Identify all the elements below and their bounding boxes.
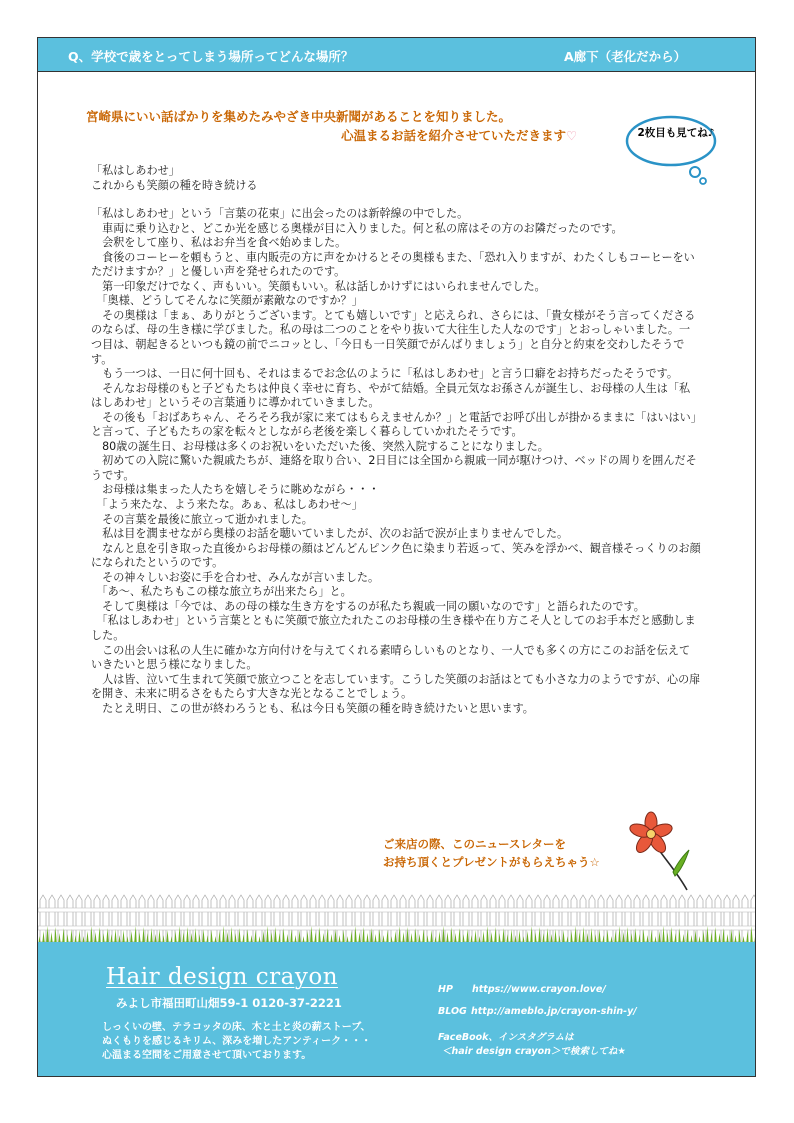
- article-paragraph: 私は目を潤ませながら奥様のお話を聴いていましたが、次のお話で涙が止まりませんでした。: [91, 527, 569, 541]
- homepage-link[interactable]: https://www.crayon.love/: [472, 984, 606, 995]
- cloud-text: 2枚目も見てね♪: [637, 127, 715, 139]
- article-paragraph: その神々しいお姿に手を合わせ、みんなが言いました。: [91, 570, 380, 584]
- promo-line-1: ご来店の際、このニュースレターを: [383, 837, 566, 851]
- article-paragraph: 会釈をして座り、私はお弁当を食べ始めました。: [91, 236, 347, 250]
- article-subtitle: これからも笑顔の種を時き続ける: [91, 178, 258, 192]
- intro-line-2-text: 心温まるお話を紹介させていただきます: [341, 128, 567, 143]
- address-phone: みよし市福田町山畑59-1 0120-37-2221: [116, 996, 342, 1010]
- blog-link[interactable]: http://ameblo.jp/crayon-shin-y/: [471, 1006, 637, 1017]
- article-paragraph: お母様は集まった人たちを嬉しそうに眺めながら・・・: [91, 483, 380, 497]
- article-paragraph: 「奥様、どうしてそんなに笑顔が素敵なのですか？」: [91, 294, 363, 308]
- article-paragraph: この出会いは私の人生に確かな方向付けを与えてくれる素晴らしいものとなり、一人でも多くの方にこのお話を伝えていきたいと思う様になりました。: [91, 643, 691, 672]
- footer: [38, 942, 756, 1077]
- promo-line-2: お持ち頂くとプレゼントがもらえちゃう☆: [383, 855, 600, 869]
- heart-icon: ♡: [566, 128, 578, 143]
- article-paragraph: そして奥様は「今では、あの母の様な生き方をするのが私たち親戚一同の願いなのです」と語られたのです。: [91, 599, 645, 613]
- sns-text-line-1: FaceBook、インスタグラムは: [438, 1032, 574, 1043]
- description-line: 心温まる空間をご用意させて頂いております。: [102, 1050, 312, 1061]
- article-paragraph: 80歳の誕生日、お母様は多くのお祝いをいただいた後、突然入院することになりました。: [91, 439, 549, 453]
- article-paragraph: もう一つは、一日に何十回も、それはまるでお念仏のように「私はしあわせ」と言う口癖をお持ちだったそうです。: [91, 367, 678, 381]
- article-paragraph: 「私はしあわせ」という言葉とともに笑顔で旅立たれたこのお母様の生き様や在り方こそ人としてのお手本だと感動しました。: [91, 614, 696, 642]
- article-paragraph: 食後のコーヒーを頼もうと、車内販売の方に声をかけるとその奥様もまた、「恐れ入りますが、わたくしもコーヒーをいただけますか？」と優しい声を発せられたのです。: [91, 250, 695, 279]
- description-line: しっくいの壁、テラコッタの床、木と土と炎の薪ストーブ、: [102, 1022, 371, 1033]
- article-paragraph: 「よう来たな、よう来たな。あぁ、私はしあわせ～」: [91, 498, 363, 512]
- sns-text-line-2: ＜hair design crayon＞で検索してね★: [442, 1046, 626, 1057]
- article-paragraph: なんと息を引き取った直後からお母様の顔はどんどんピンク色に染まり若返って、笑みを浮かべ、観音様そっくりのお顔になられたというのです。: [91, 541, 701, 570]
- article-paragraph: 初めての入院に驚いた親戚たちが、連絡を取り合い、2日目には全国から親戚一同が駆けつけ、ベッドの周りを囲んだそうです。: [91, 454, 697, 482]
- article-paragraph: その言葉を最後に旅立って逝かれました。: [91, 512, 313, 526]
- flower-icon: [621, 810, 691, 892]
- article-paragraph: そんなお母様のもと子どもたちは仲良く幸せに育ち、やがて結婚。全員元気なお孫さんが誕生し、お母様の人生は「私はしあわせ」というその言葉通りに導かれていきました。: [91, 381, 691, 410]
- header-bar: [38, 38, 755, 72]
- newsletter-page: [37, 37, 756, 1077]
- article-body: [91, 164, 701, 716]
- article-paragraph: 人は皆、泣いて生まれて笑顔で旅立つことを志しています。こうした笑顔のお話はとても小さな力のようですが、心の扉を開き、未来に明るさをもたらす大きな光となることでしょう。: [91, 672, 701, 701]
- brand-logo-text: Hair design crayon: [106, 964, 339, 990]
- article-paragraph: 「あ～、私たちもこの様な旅立ちが出来たら」と。: [91, 585, 352, 599]
- hp-label: HP: [438, 984, 453, 995]
- picket-fence: [38, 890, 756, 946]
- article-paragraph: 「私はしあわせ」という「言葉の花束」に出会ったのは新幹線の中でした。: [91, 207, 469, 221]
- article-paragraph: たとえ明日、この世が終わろうとも、私は今日も笑顔の種を時き続けたいと思います。: [91, 701, 534, 715]
- article-paragraph: その後も「おばあちゃん、そろそろ我が家に来てはもらえませんか？」と電話でお呼び出しが掛かるままに「はいはい」と言って、子どもたちの家を転々としながら老後を楽しく暮らしていかれたそうです。: [91, 410, 697, 439]
- shop-description: [102, 1021, 371, 1063]
- description-line: ぬくもりを感じるキリム、深みを増したアンティーク・・・: [102, 1036, 372, 1047]
- riddle-answer: A廊下（老化だから）: [564, 49, 687, 64]
- riddle-question: Q、学校で歳をとってしまう場所ってどんな場所？: [68, 49, 354, 64]
- blog-label: BLOG: [438, 1006, 467, 1017]
- intro-line-1: 宮崎県にいい話ばかりを集めたみやざき中央新聞があることを知りました。: [86, 109, 512, 124]
- promo-message: [383, 835, 600, 871]
- intro-line-2: [341, 126, 577, 144]
- article-paragraph: その奥様は「まぁ、ありがとうございます。とても嬉しいです」と応えられ、さらには、「貴女様がそう言ってくださるのならば、母の生き様に学びました。私の母は二つのことをやり抜いて大往生した人なのです」とおっしゃいました。一つ目は、朝起きるといつも鏡の前でニコッとし、「今日も一日笑顔でがんばりましょう」と自分と約束を交わしたそうです。: [91, 308, 696, 366]
- article-paragraph: 第一印象だけでなく、声もいい。笑顔もいい。私は話しかけずにはいられませんでした。: [91, 279, 546, 293]
- article-paragraph: 車両に乗り込むと、どこか光を感じる奥様が目に入りました。何と私の席はその方のお隣だったのです。: [91, 221, 623, 235]
- article-title: 「私はしあわせ」: [91, 164, 180, 177]
- article-paragraphs: [91, 207, 701, 716]
